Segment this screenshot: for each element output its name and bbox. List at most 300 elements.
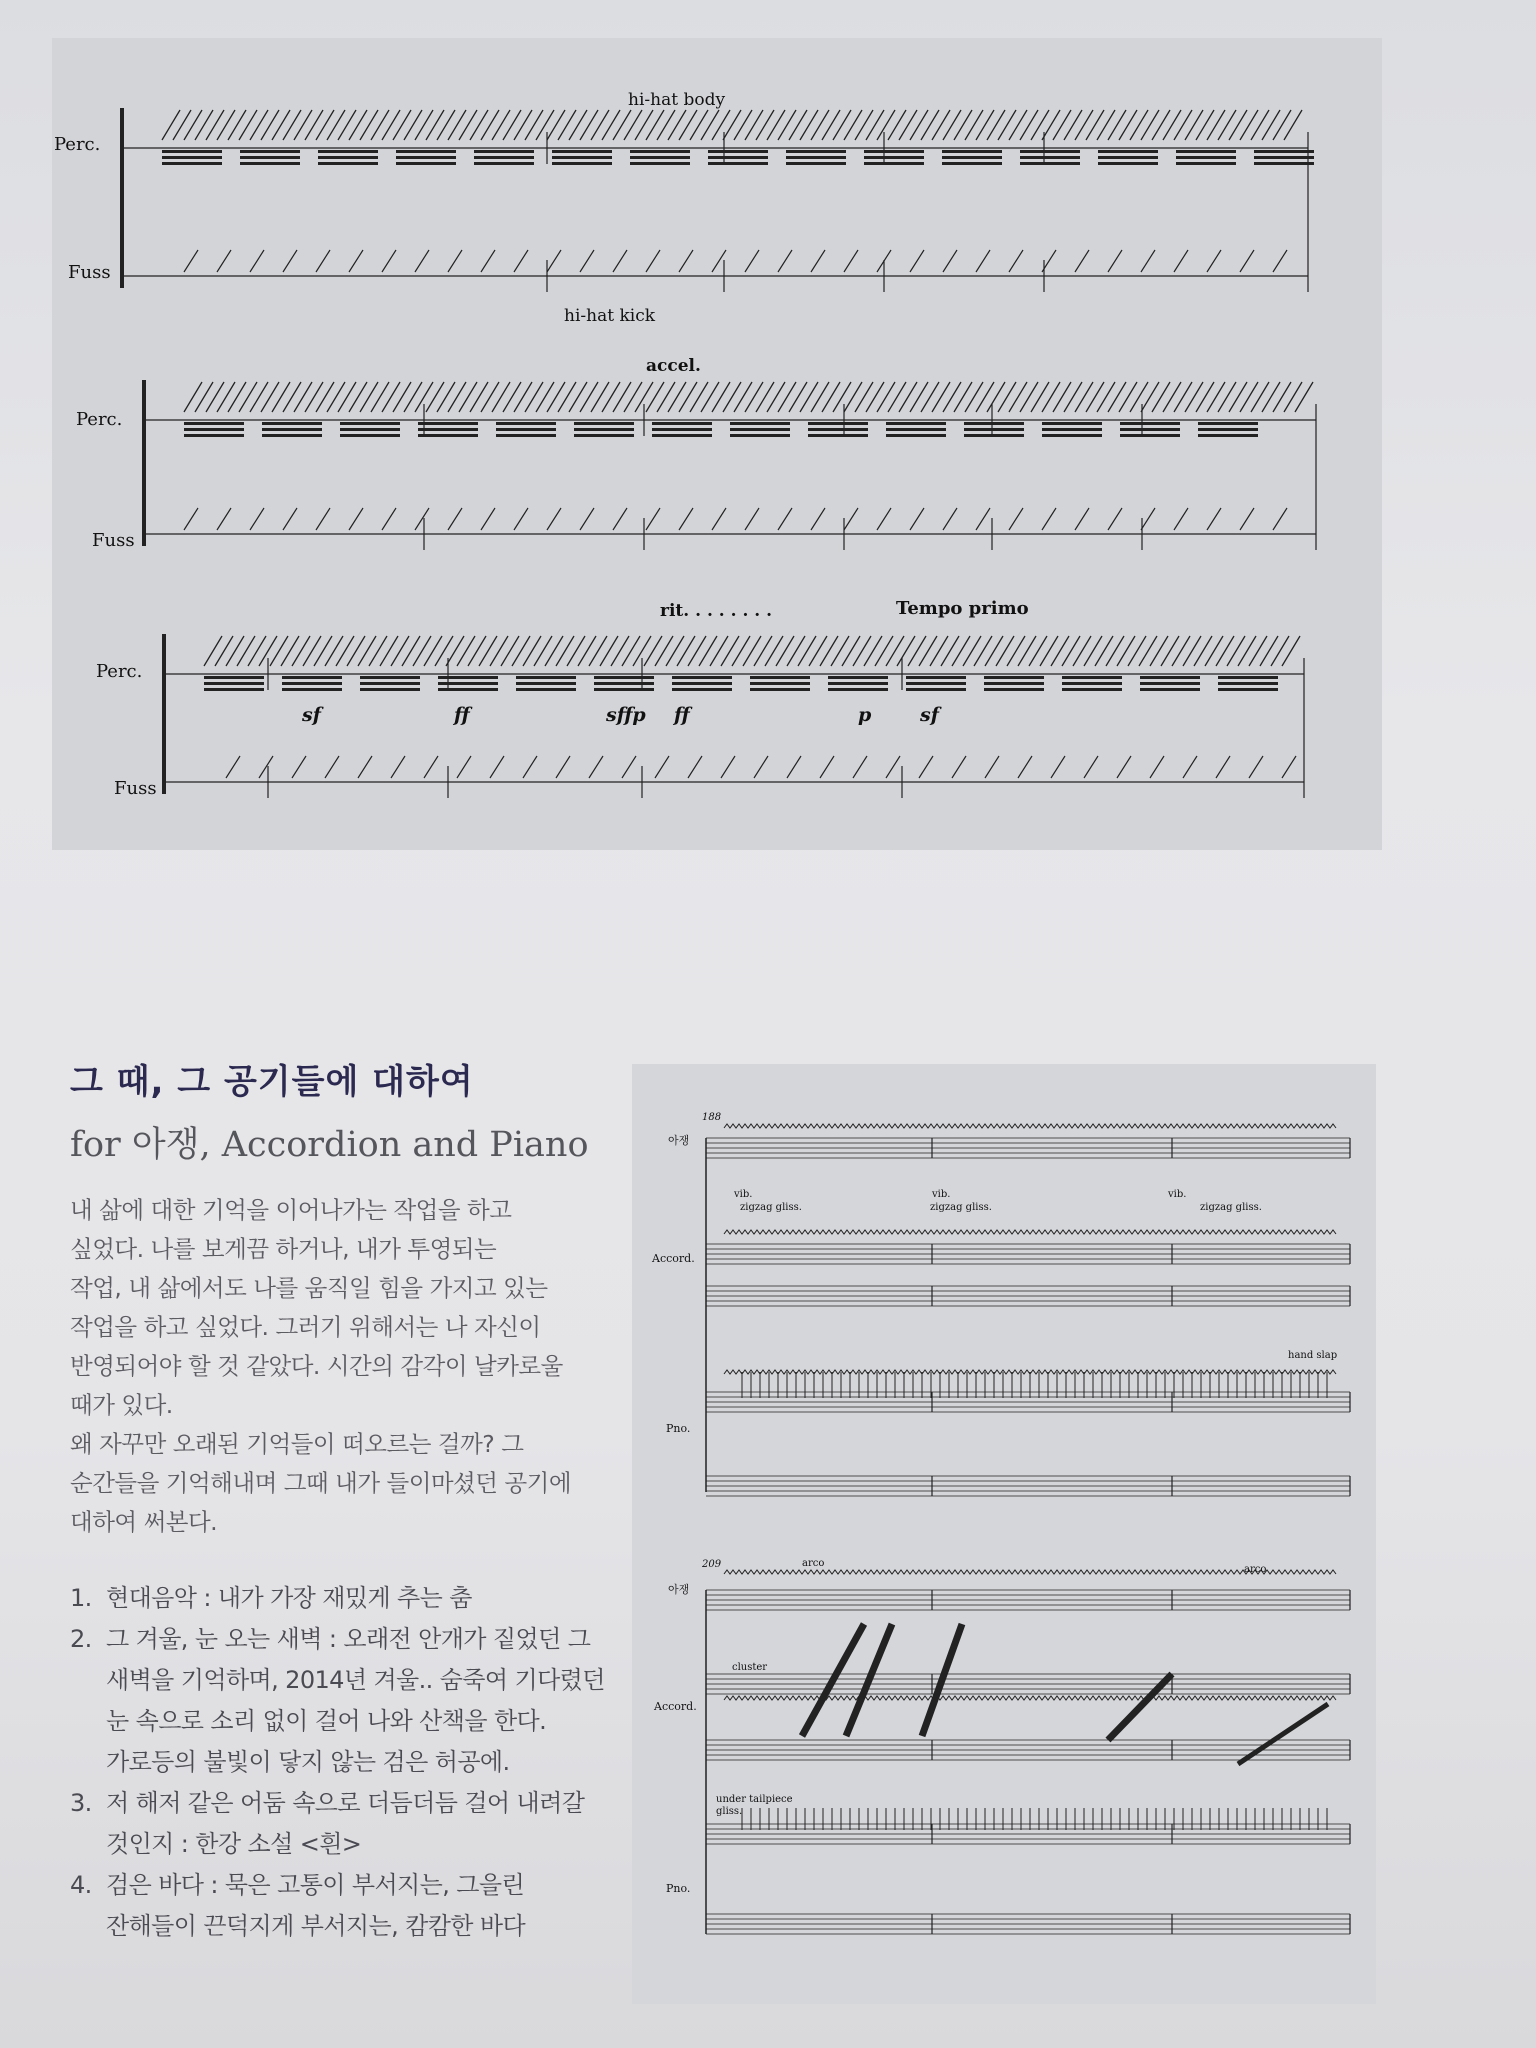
measure-number-188: 188	[702, 1112, 722, 1123]
note-stem	[1086, 382, 1104, 412]
perc-label-1: Perc.	[54, 134, 101, 155]
note-stem	[1163, 382, 1181, 412]
note-stem	[921, 382, 939, 412]
note-stem	[1240, 110, 1258, 140]
note-stem	[602, 110, 620, 140]
note-stem	[294, 110, 312, 140]
note-stem	[1130, 110, 1148, 140]
note-stem	[866, 110, 884, 140]
note-stem	[855, 382, 873, 412]
note-stem	[270, 636, 288, 666]
beam	[1218, 688, 1278, 691]
note-stem	[237, 636, 255, 666]
note-stem	[272, 382, 290, 412]
note-stem	[1240, 250, 1254, 272]
beam	[828, 688, 888, 691]
beam	[864, 150, 924, 153]
note-stem	[580, 508, 594, 530]
note-stem	[325, 636, 343, 666]
note-stem	[490, 756, 504, 778]
note-stem	[710, 636, 728, 666]
beam	[1254, 162, 1314, 165]
note-stem	[756, 110, 774, 140]
note-stem	[919, 636, 937, 666]
note-stem	[1042, 508, 1056, 530]
note-stem	[765, 636, 783, 666]
beam	[808, 422, 868, 425]
note-stem	[501, 636, 519, 666]
dynamic-ff-2: ff	[674, 704, 690, 726]
beam	[984, 676, 1044, 679]
beam	[652, 428, 712, 431]
note-stem	[217, 110, 235, 140]
note-stem	[523, 636, 541, 666]
note-stem	[1097, 382, 1115, 412]
note-stem	[1086, 110, 1104, 140]
note-stem	[743, 636, 761, 666]
note-stem	[943, 110, 961, 140]
movement-number: 3.	[70, 1789, 92, 1817]
note-stem	[1284, 110, 1302, 140]
note-stem	[721, 756, 735, 778]
note-stem	[204, 636, 222, 666]
note-stem	[655, 756, 669, 778]
note-stem	[523, 756, 537, 778]
beam	[1140, 676, 1200, 679]
note-stem	[338, 382, 356, 412]
note-stem	[305, 110, 323, 140]
staff-lines	[706, 1138, 1350, 1934]
note-stem	[745, 110, 763, 140]
beam	[360, 688, 420, 691]
note-stem	[402, 636, 420, 666]
tempo-primo-label: Tempo primo	[896, 598, 1029, 619]
note-stem	[316, 110, 334, 140]
beam	[240, 156, 300, 159]
beam	[396, 162, 456, 165]
movement-item	[70, 1865, 610, 1947]
note-stem	[292, 636, 310, 666]
note-stem	[919, 756, 933, 778]
perc-label-3: Perc.	[96, 661, 143, 682]
note-stem	[503, 382, 521, 412]
note-stem	[184, 382, 202, 412]
note-stem	[688, 636, 706, 666]
note-stem	[624, 110, 642, 140]
note-stem	[734, 110, 752, 140]
note-stem	[976, 508, 990, 530]
beam	[396, 150, 456, 153]
beam	[1176, 156, 1236, 159]
note-stem	[811, 382, 829, 412]
beam	[360, 682, 420, 685]
beam	[1120, 422, 1180, 425]
beam	[1042, 434, 1102, 437]
beam	[1176, 162, 1236, 165]
note-stem	[1150, 756, 1164, 778]
beam	[496, 428, 556, 431]
beam	[1062, 682, 1122, 685]
note-stem	[314, 636, 332, 666]
movement-line: 저 해저 같은 어둠 속으로 더듬더듬 걸어 내려갈	[106, 1789, 585, 1817]
note-stem	[754, 636, 772, 666]
beam	[786, 150, 846, 153]
beam	[808, 434, 868, 437]
beam	[828, 682, 888, 685]
note-stem	[547, 508, 561, 530]
note-stem	[591, 110, 609, 140]
beam	[204, 682, 264, 685]
note-stem	[974, 636, 992, 666]
beam	[1098, 150, 1158, 153]
note-stem	[855, 110, 873, 140]
trill-line	[724, 1230, 1336, 1234]
instrument-accord-2: Accord.	[654, 1700, 697, 1713]
note-stem	[844, 250, 858, 272]
note-stem	[1284, 382, 1302, 412]
note-stem	[1207, 250, 1221, 272]
note-stem	[1295, 382, 1313, 412]
note-stem	[941, 636, 959, 666]
note-stem	[745, 250, 759, 272]
note-stem	[613, 250, 627, 272]
note-stem	[1163, 110, 1181, 140]
beam	[1218, 676, 1278, 679]
note-stem	[985, 756, 999, 778]
beam	[1140, 688, 1200, 691]
beam	[552, 162, 612, 165]
accel-label: accel.	[646, 356, 701, 376]
note-stem	[1196, 382, 1214, 412]
note-stem	[514, 382, 532, 412]
note-stem	[525, 110, 543, 140]
beam	[1120, 428, 1180, 431]
note-stem	[668, 110, 686, 140]
cluster-label: cluster	[732, 1662, 768, 1673]
movement-line: 눈 속으로 소리 없이 걸어 나와 산책을 한다.	[106, 1707, 547, 1735]
movement-line: 것인지 : 한강 소설 <흰>	[106, 1830, 362, 1858]
note-stem	[391, 636, 409, 666]
note-stem	[226, 756, 240, 778]
note-stem	[1194, 636, 1212, 666]
note-stem	[327, 110, 345, 140]
note-stem	[1205, 636, 1223, 666]
note-stem	[556, 756, 570, 778]
note-stem	[679, 250, 693, 272]
beam	[1254, 150, 1314, 153]
note-stem	[217, 382, 235, 412]
note-stem	[578, 636, 596, 666]
note-stem	[811, 508, 825, 530]
beam	[1120, 434, 1180, 437]
note-stem	[358, 636, 376, 666]
note-stem	[1141, 382, 1159, 412]
note-stem	[943, 508, 957, 530]
beam	[1062, 688, 1122, 691]
note-stem	[426, 382, 444, 412]
note-stem	[250, 110, 268, 140]
note-stem	[866, 382, 884, 412]
note-stem	[481, 508, 495, 530]
beam	[204, 688, 264, 691]
note-stem	[184, 508, 198, 530]
beam	[984, 688, 1044, 691]
note-stem	[215, 636, 233, 666]
note-stem	[853, 636, 871, 666]
beam	[262, 434, 322, 437]
note-stem	[426, 110, 444, 140]
beam	[652, 434, 712, 437]
note-stem	[360, 110, 378, 140]
note-stem	[976, 382, 994, 412]
note-stem	[646, 250, 660, 272]
note-stem	[679, 508, 693, 530]
zigzag-label-3: zigzag gliss.	[1200, 1202, 1262, 1213]
movement-number: 1.	[70, 1584, 92, 1612]
dynamic-ff-1: ff	[454, 704, 470, 726]
note-stem	[536, 382, 554, 412]
note-stem	[1174, 508, 1188, 530]
beam	[964, 422, 1024, 425]
note-stem	[448, 382, 466, 412]
note-stem	[778, 250, 792, 272]
beam	[750, 676, 810, 679]
note-stem	[1084, 756, 1098, 778]
movement-line: 현대음악 : 내가 가장 재밌게 추는 춤	[106, 1584, 472, 1612]
note-stem	[349, 382, 367, 412]
note-stem	[1273, 110, 1291, 140]
note-stem	[490, 636, 508, 666]
note-stem	[580, 382, 598, 412]
note-stem	[943, 382, 961, 412]
beam	[318, 150, 378, 153]
note-stem	[228, 382, 246, 412]
note-stem	[283, 110, 301, 140]
note-stem	[1075, 110, 1093, 140]
staff-lines	[122, 108, 1316, 798]
note-stem	[831, 636, 849, 666]
piece-title: 그 때, 그 공기들에 대하여	[70, 1062, 474, 1102]
note-stem	[184, 250, 198, 272]
note-stem	[580, 250, 594, 272]
trill-line	[724, 1696, 1336, 1700]
note-stem	[1020, 382, 1038, 412]
note-stem	[371, 110, 389, 140]
note-stem	[853, 756, 867, 778]
dynamic-sffp: sffp	[606, 704, 646, 726]
note-stem	[1108, 110, 1126, 140]
note-stem	[864, 636, 882, 666]
movement-item	[70, 1619, 610, 1783]
beam	[474, 156, 534, 159]
note-stem	[1073, 636, 1091, 666]
note-stem	[1227, 636, 1245, 666]
note-stem	[358, 756, 372, 778]
note-stem	[283, 250, 297, 272]
note-stem	[316, 508, 330, 530]
movement-number: 4.	[70, 1871, 92, 1899]
percussion-score-svg	[52, 38, 1382, 850]
note-stem	[534, 636, 552, 666]
note-stem	[1064, 110, 1082, 140]
cluster-gliss	[922, 1624, 962, 1736]
movement-line: 새벽을 기억하며, 2014년 겨울.. 숨죽여 기다렸던	[106, 1666, 605, 1694]
note-stem	[184, 110, 202, 140]
note-stem	[1174, 110, 1192, 140]
beam	[282, 682, 342, 685]
note-stem	[195, 110, 213, 140]
note-stem	[910, 382, 928, 412]
zigzag-label-1: zigzag gliss.	[740, 1202, 802, 1213]
note-stem	[602, 382, 620, 412]
note-stem	[787, 756, 801, 778]
beam	[942, 162, 1002, 165]
note-stem	[261, 110, 279, 140]
note-stem	[688, 756, 702, 778]
note-stem	[1042, 382, 1060, 412]
note-stem	[316, 382, 334, 412]
zigzag-label-2: zigzag gliss.	[930, 1202, 992, 1213]
note-stem	[998, 382, 1016, 412]
beam	[906, 682, 966, 685]
note-stem	[767, 382, 785, 412]
note-stem	[281, 636, 299, 666]
note-stem	[1064, 382, 1082, 412]
beam	[162, 162, 222, 165]
note-stem	[591, 382, 609, 412]
hihat-body-label: hi-hat body	[628, 90, 726, 110]
note-stem	[998, 110, 1016, 140]
note-stem	[1251, 110, 1269, 140]
beam	[418, 434, 478, 437]
beam	[396, 156, 456, 159]
note-stem	[1249, 636, 1267, 666]
beam	[1140, 682, 1200, 685]
note-stem	[1249, 756, 1263, 778]
note-stem	[349, 250, 363, 272]
hand-slap-label: hand slap	[1288, 1350, 1338, 1361]
beam	[184, 434, 244, 437]
note-stem	[1229, 382, 1247, 412]
movement-item	[70, 1578, 610, 1619]
note-stem	[910, 250, 924, 272]
note-stem	[877, 382, 895, 412]
note-stem	[1075, 382, 1093, 412]
note-stem	[239, 382, 257, 412]
note-stem	[424, 636, 442, 666]
beam	[438, 676, 498, 679]
beam	[340, 422, 400, 425]
note-stem	[1130, 382, 1148, 412]
note-stem	[1106, 636, 1124, 666]
note-stem	[952, 756, 966, 778]
beam	[282, 676, 342, 679]
note-stem	[1141, 250, 1155, 272]
note-stem	[822, 110, 840, 140]
beam	[886, 428, 946, 431]
note-stem	[492, 110, 510, 140]
beam	[630, 162, 690, 165]
note-stem	[721, 636, 739, 666]
note-stem	[921, 110, 939, 140]
note-stem	[1262, 382, 1280, 412]
note-stem	[569, 110, 587, 140]
note-stem	[248, 636, 266, 666]
beam	[786, 156, 846, 159]
note-stem	[283, 382, 301, 412]
beam	[496, 422, 556, 425]
note-stem	[1172, 636, 1190, 666]
beam	[864, 156, 924, 159]
note-stem	[734, 382, 752, 412]
beam	[708, 156, 768, 159]
note-stem	[446, 636, 464, 666]
note-stem	[745, 382, 763, 412]
note-stem	[844, 508, 858, 530]
beam	[864, 162, 924, 165]
note-stem	[448, 110, 466, 140]
beam	[708, 150, 768, 153]
note-stem	[448, 508, 462, 530]
note-stem	[657, 110, 675, 140]
beam	[1020, 162, 1080, 165]
note-stem	[976, 250, 990, 272]
note-stem	[1262, 110, 1280, 140]
note-stem	[349, 110, 367, 140]
note-stem	[336, 636, 354, 666]
beam	[1098, 156, 1158, 159]
instrument-accord-1: Accord.	[652, 1252, 695, 1265]
beam	[162, 150, 222, 153]
note-stem	[844, 110, 862, 140]
note-stem	[545, 636, 563, 666]
note-stem	[162, 110, 180, 140]
note-stem	[470, 110, 488, 140]
note-stem	[371, 382, 389, 412]
program-note-line: 반영되어야 할 것 같았다. 시간의 감각이 날카로울	[70, 1352, 563, 1380]
note-stem	[1238, 636, 1256, 666]
note-stem	[930, 636, 948, 666]
note-stem	[613, 382, 631, 412]
note-stem	[778, 382, 796, 412]
note-stem	[646, 110, 664, 140]
note-stem	[787, 636, 805, 666]
movement-line: 가로등의 불빛이 닿지 않는 검은 허공에.	[106, 1748, 510, 1776]
note-stem	[1282, 756, 1296, 778]
beam	[1098, 162, 1158, 165]
note-stem	[547, 110, 565, 140]
note-stem	[1009, 250, 1023, 272]
note-stem	[1161, 636, 1179, 666]
beam	[1198, 428, 1258, 431]
note-stem	[380, 636, 398, 666]
note-stem	[349, 508, 363, 530]
beam	[418, 422, 478, 425]
beam	[516, 676, 576, 679]
note-stem	[470, 382, 488, 412]
movement-item	[70, 1783, 610, 1865]
note-stem	[457, 636, 475, 666]
note-stem	[556, 636, 574, 666]
note-stem	[512, 636, 530, 666]
note-stem	[195, 382, 213, 412]
note-stem	[877, 110, 895, 140]
note-stem	[844, 382, 862, 412]
note-stem	[382, 250, 396, 272]
instrument-pno-2: Pno.	[666, 1882, 691, 1895]
beam	[652, 422, 712, 425]
note-stem	[1097, 110, 1115, 140]
